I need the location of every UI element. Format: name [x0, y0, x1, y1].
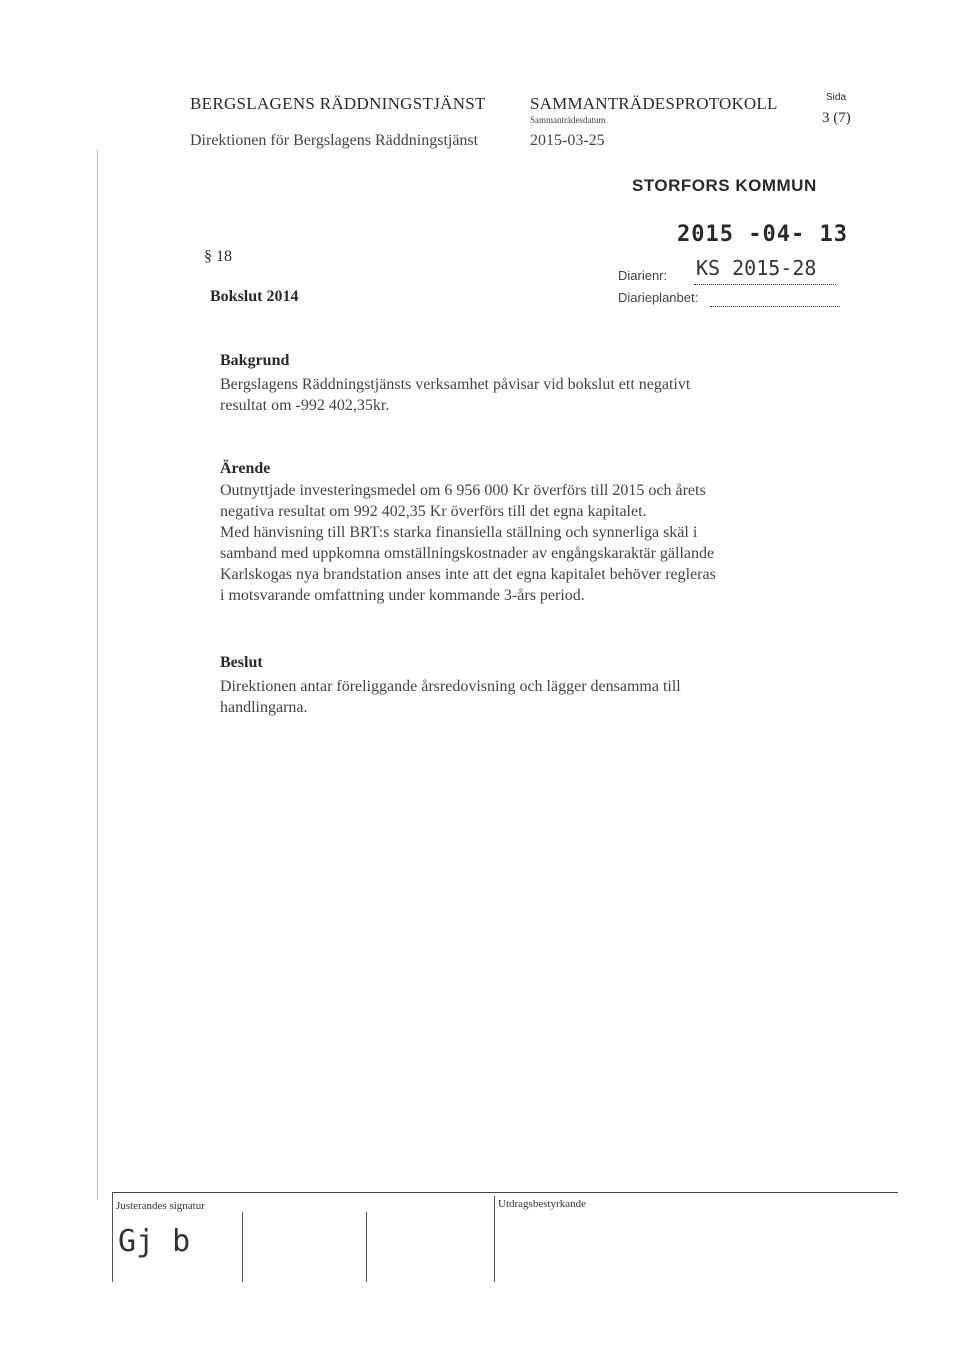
text-line: Outnyttjade investeringsmedel om 6 956 000 Kr överförs till 2015 och årets: [220, 482, 706, 499]
diarienr-dotted-line: [694, 284, 836, 285]
diarieplan-label: Diarieplanbet:: [618, 290, 699, 305]
text-line: negativa resultat om 992 402,35 Kr överförs till det egna kapitalet.: [220, 503, 647, 520]
stamp-date: 2015 -04- 13: [677, 222, 848, 247]
page-label: Sida: [826, 92, 847, 103]
organization-subtitle: Direktionen för Bergslagens Räddningstjänst: [190, 132, 479, 149]
section-title: Bokslut 2014: [210, 288, 299, 305]
beslut-heading: Beslut: [220, 654, 263, 671]
bakgrund-text: [220, 374, 690, 416]
footer-divider: [112, 1192, 898, 1193]
arende-text: [220, 480, 716, 606]
signature-initials: Gj b: [118, 1224, 191, 1259]
text-line: samband med uppkomna omställningskostnader av engångskaraktär gällande: [220, 545, 715, 562]
text-line: Bergslagens Räddningstjänsts verksamhet påvisar vid bokslut ett negativt: [220, 376, 691, 393]
text-line: Direktionen antar föreliggande årsredovisning och lägger densamma till: [220, 678, 681, 695]
text-line: i motsvarande omfattning under kommande 3-års period.: [220, 587, 585, 604]
beslut-text: [220, 676, 681, 718]
text-line: handlingarna.: [220, 699, 308, 716]
organization-name: BERGSLAGENS RÄDDNINGSTJÄNST: [190, 94, 486, 113]
diarienr-value: KS 2015-28: [696, 256, 817, 280]
document-type: SAMMANTRÄDESPROTOKOLL: [530, 94, 778, 113]
meeting-date: 2015-03-25: [530, 132, 605, 149]
section-number: § 18: [204, 248, 232, 265]
meeting-date-label: Sammanträdesdatum: [530, 115, 606, 125]
page-number: 3 (7): [822, 110, 851, 126]
arende-heading: Ärende: [220, 460, 271, 477]
utdrag-label: Utdragsbestyrkande: [498, 1198, 586, 1210]
stamp-organization: STORFORS KOMMUN: [632, 176, 817, 195]
diarienr-label: Diarienr:: [618, 268, 668, 283]
footer-separator-2: [366, 1212, 367, 1282]
diarieplan-dotted-line: [710, 306, 840, 307]
footer-box-left: [112, 1192, 113, 1282]
bakgrund-heading: Bakgrund: [220, 352, 290, 369]
text-line: resultat om -992 402,35kr.: [220, 397, 390, 414]
footer-separator-1: [242, 1212, 243, 1282]
left-margin-line: [97, 150, 98, 1200]
footer-separator-3: [494, 1196, 495, 1282]
text-line: Med hänvisning till BRT:s starka finansiella ställning och synnerliga skäl i: [220, 524, 698, 541]
justeras-label: Justerandes signatur: [116, 1200, 205, 1212]
text-line: Karlskogas nya brandstation anses inte att det egna kapitalet behöver regleras: [220, 566, 716, 583]
